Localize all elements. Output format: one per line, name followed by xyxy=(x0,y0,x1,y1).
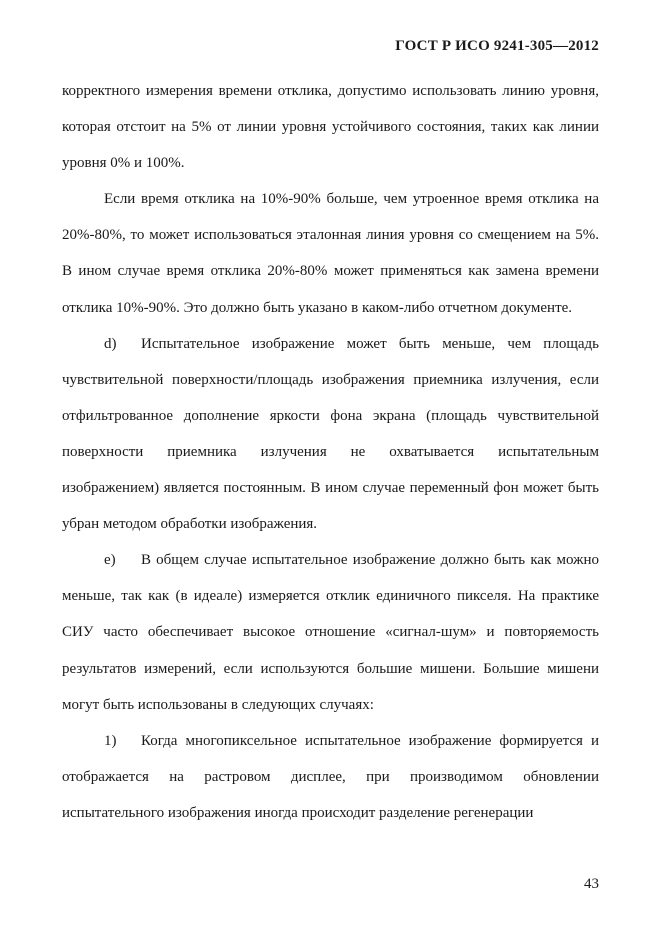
paragraph-response-time: Если время отклика на 10%-90% больше, чем утроенное время отклика на 20%-80%, то может использоваться эталонная линия уровня со смещением на 5%. В ином случае время отклика 20%-80% может применяться как замена времени отклика 10%-90%. Это должно быть указано в каком-либо отчетном документе. xyxy=(62,191,599,316)
list-marker-e: e) xyxy=(104,552,116,569)
page-number: 43 xyxy=(584,876,599,892)
paragraph-item-1 xyxy=(62,723,599,831)
paragraph-item-d xyxy=(62,326,599,543)
paragraph-item-d-text: Испытательное изображение может быть меньше, чем площадь чувствительной поверхности/площадь изображения приемника излучения, если отфильтрованное дополнение яркости фона экрана (площадь чувствительной поверхности приемника излучения не охватывается испытательным изображением) является постоянным. В ином случае переменный фон может быть убран методом обработки изображения. xyxy=(62,335,599,533)
document-body xyxy=(62,73,599,831)
paragraph-item-1-text: Когда многопиксельное испытательное изображение формируется и отображается на растровом дисплее, при производимом обновлении испытательного изображения иногда происходит разделение регенерации xyxy=(62,732,599,821)
paragraph-item-e-text: В общем случае испытательное изображение должно быть как можно меньше, так как (в идеале) измеряется отклик единичного пикселя. На практике СИУ часто обеспечивает высокое отношение «сигнал-шум» и повторяемость результатов измерений, если используются большие мишени. Большие мишени могут быть использованы в следующих случаях: xyxy=(62,552,599,713)
paragraph-item-e xyxy=(62,542,599,722)
list-marker-d: d) xyxy=(104,335,117,352)
document-header: ГОСТ Р ИСО 9241-305—2012 xyxy=(395,38,599,54)
list-marker-1: 1) xyxy=(104,732,117,749)
paragraph-continuation: корректного измерения времени отклика, допустимо использовать линию уровня, которая отстоит на 5% от линии уровня устойчивого состояния, таких как линии уровня 0% и 100%. xyxy=(62,83,599,172)
